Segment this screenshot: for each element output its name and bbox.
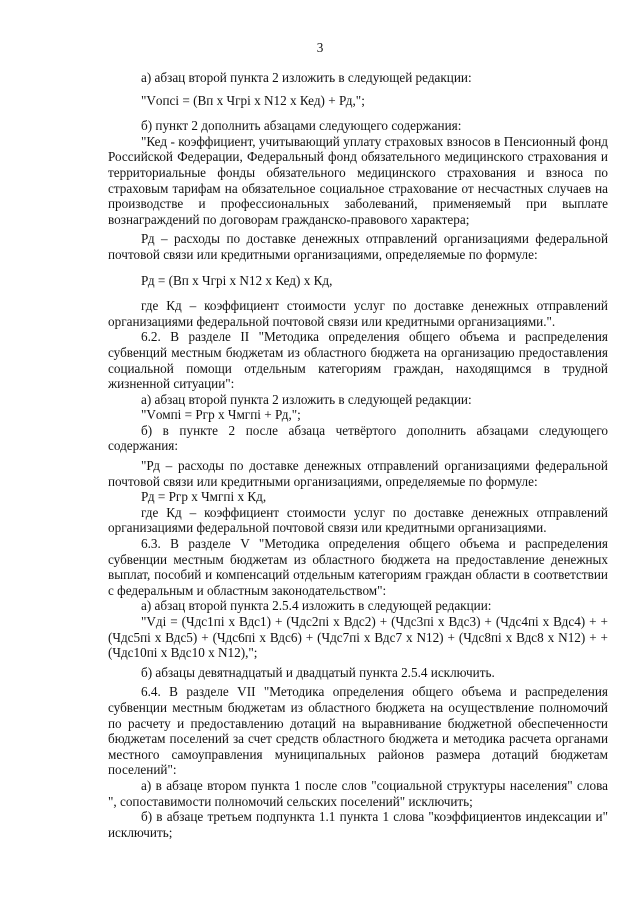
paragraph: б) в абзаце третьем подпункта 1.1 пункта 1 слова "коэффициентов индексации и" исключить; (108, 809, 608, 840)
paragraph: а) абзац второй пункта 2 изложить в следующей редакции: (141, 391, 472, 407)
document-body (108, 70, 608, 840)
formula: "Vопсі = (Вп х Чгрі х N12 х Кед) + Рд,"; (141, 92, 365, 108)
formula: Рд = (Вп х Чгрі х N12 х Кед) х Кд, (141, 272, 333, 288)
formula: Рд = Ргр х Чмгпі х Кд, (141, 489, 267, 505)
paragraph: где Кд – коэффициент стоимости услуг по доставке денежных отправлений организациями федеральной почтовой связи или кредитными организациями. (108, 504, 608, 536)
paragraph: Рд – расходы по доставке денежных отправлений организациями федеральной почтовой связи или кредитными организациями, определяемые по формуле: (108, 231, 608, 262)
paragraph: где Кд – коэффициент стоимости услуг по доставке денежных отправлений организациями федеральной почтовой связи или кредитными организациями.". (108, 298, 608, 329)
paragraph: 6.4. В разделе VII "Методика определения общего объема и распределения субвенции местным бюджетам из областного бюджета на осуществление полномочий по расчету и предоставлению дотаций на выравнивание бюджетной обеспеченности бюджетам поселений за счет средств областного бюджета и методика расчета органами местного самоуправления муниципальных районов размера дотаций бюджетам поселений": (108, 684, 608, 778)
paragraph: 6.2. В разделе II "Методика определения общего объема и распределения субвенций местным бюджетам из областного бюджета на организацию предоставления социальной помощи отдельным категориям граждан, находящимся в трудной жизненной ситуации": (108, 329, 608, 392)
paragraph: б) в пункте 2 после абзаца четвёртого дополнить абзацами следующего содержания: (108, 422, 608, 454)
page-number: 3 (316, 40, 324, 55)
paragraph: а) абзац второй пункта 2 изложить в следующей редакции: (141, 70, 472, 85)
paragraph: 6.3. В разделе V "Методика определения общего объема и распределения субвенции местным бюджетам из областного бюджета на предоставление денежных выплат, пособий и компенсаций отдельным категориям граждан области в соответствии с федеральным и областным законодательством": (108, 536, 608, 598)
formula: "Vді = (Чдс1пі х Вдс1) + (Чдс2пі х Вдс2) + (Чдс3пі х Вдс3) + (Чдс4пі х Вдс4) + + (Чдс5пі х Вдс5) + (Чдс6пі х Вдс6) + (Чдс7пі х Вдс7 х N12) + (Чдс8пі х Вдс8 х N12) + + (Чдс10пі х Вдс10 х N12),"; (108, 614, 608, 661)
paragraph: б) абзацы девятнадцатый и двадцатый пункта 2.5.4 исключить. (141, 664, 495, 680)
paragraph: а) абзац второй пункта 2.5.4 изложить в следующей редакции: (141, 598, 492, 614)
paragraph: "Рд – расходы по доставке денежных отправлений организациями федеральной почтовой связи или кредитными организациями, определяемые по формуле: (108, 458, 608, 489)
paragraph: б) пункт 2 дополнить абзацами следующего содержания: (141, 118, 462, 134)
formula: "Vомпі = Ргр х Чмгпі + Рд,"; (141, 407, 301, 423)
paragraph: "Кед - коэффициент, учитывающий уплату страховых взносов в Пенсионный фонд Российской Федерации, Федеральный фонд обязательного медицинского страхования и территориальные фонды обязательного медицинского страхования и взноса по страховым тарифам на обязательное социальное страхование от несчастных случаев на производстве и профессиональных заболеваний, применяемый при выплате вознаграждений по договорам гражданско-правового характера; (108, 133, 608, 227)
paragraph: а) в абзаце втором пункта 1 после слов "социальной структуры населения" слова ", сопоставимости полномочий сельских поселений" исключить; (108, 777, 608, 809)
